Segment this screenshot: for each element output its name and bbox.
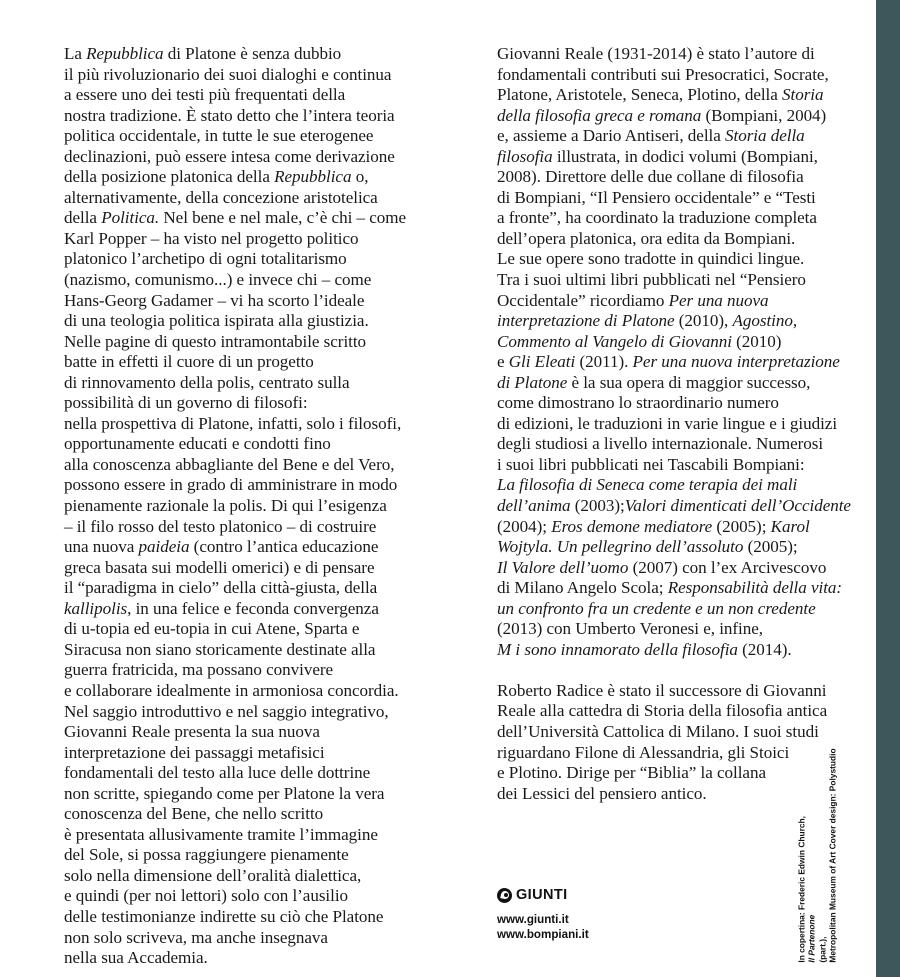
text-line: batte in effetti il cuore di un progetto <box>64 352 314 372</box>
text-line: nella prospettiva di Platone, infatti, solo i filosofi, <box>64 413 402 433</box>
text-line: di Platone è la sua opera di maggior successo, <box>497 372 811 392</box>
text-line: della posizione platonica della Repubblica o, <box>64 167 369 187</box>
text-line: di Milano Angelo Scola; Responsabilità della vita: <box>497 578 843 598</box>
text-line: interpretazione dei passaggi metafisici <box>64 742 325 762</box>
text-line: politica occidentale, in tutte le sue eterogenee <box>64 126 374 146</box>
text-line: i suoi libri pubblicati nei Tascabili Bompiani: <box>497 454 805 474</box>
text-line: di u-topia ed eu-topia in cui Atene, Sparta e <box>64 619 360 639</box>
text-line: guerra fratricida, ma possano convivere <box>64 660 334 680</box>
text-line: interpretazione di Platone (2010), Agostino, <box>497 311 798 331</box>
text-line: pienamente razionale la polis. Di qui l’esigenza <box>64 496 387 516</box>
publisher-name: GIUNTI <box>516 886 568 903</box>
text-line: In copertina: Frederic Edwin Church, Il Partenone (part.), <box>796 816 828 963</box>
text-line: Le sue opere sono tradotte in quindici lingue. <box>497 249 805 269</box>
publisher-url[interactable]: www.giunti.it <box>497 913 569 926</box>
text-line: e collaborare idealmente in armoniosa concordia. <box>64 680 399 700</box>
publisher-urls[interactable] <box>497 913 757 942</box>
text-line: Giovanni Reale (1931-2014) è stato l’autore di <box>497 44 815 63</box>
text-line: solo nella dimensione dell’oralità dialettica, <box>64 865 362 885</box>
text-line: La Repubblica di Platone è senza dubbio <box>64 44 342 63</box>
text-line: di Bompiani, “Il Pensiero occidentale” e “Testi <box>497 187 816 207</box>
author-bio-column-right <box>497 44 849 804</box>
text-line: di una teologia politica ispirata alla giustizia. <box>64 311 369 331</box>
text-line: Tra i suoi ultimi libri pubblicati nel “Pensiero <box>497 270 806 290</box>
text-line: e quindi (per noi lettori) solo con l’ausilio <box>64 886 349 906</box>
text-line: e, assieme a Dario Antiseri, della Storia della <box>497 126 805 146</box>
text-line: Occidentale” ricordiamo Per una nuova <box>497 290 769 310</box>
text-line: un confronto fra un credente e un non credente <box>497 598 816 618</box>
text-line: come dimostrano lo straordinario numero <box>497 393 779 413</box>
text-line: Wojtyla. Un pellegrino dell’assoluto (2005); <box>497 537 798 557</box>
cover-credit-vertical <box>796 713 838 963</box>
text-line: nella sua Accademia. <box>64 948 208 968</box>
text-line: conoscenza del Bene, che nello scritto <box>64 804 324 824</box>
text-line: greca basata sui modelli omerici) e di pensare <box>64 557 375 577</box>
text-line: Nelle pagine di questo intramontabile scritto <box>64 331 367 351</box>
text-line: di edizioni, le traduzioni in varie lingue e i giudizi <box>497 413 838 433</box>
text-line: Giovanni Reale presenta la sua nuova <box>64 722 320 742</box>
text-line: Commento al Vangelo di Giovanni (2010) <box>497 331 782 351</box>
text-line: degli studiosi a livello internazionale. Numerosi <box>497 434 824 454</box>
text-line: opportunamente educati e condotti fino <box>64 434 331 454</box>
text-line: fondamentali contributi sui Presocratici, Socrate, <box>497 64 829 84</box>
text-line: alla conoscenza abbagliante del Bene e del Vero, <box>64 454 395 474</box>
bio-paragraph-reale <box>497 44 849 660</box>
text-line: della Politica. Nel bene e nel male, c’è chi – come <box>64 208 407 228</box>
text-line: (nazismo, comunismo...) e invece chi – come <box>64 270 372 290</box>
text-line: non solo scriveva, ma anche insegnava <box>64 927 328 947</box>
text-line: e Gli Eleati (2011). Per una nuova interpretazione <box>497 352 840 372</box>
text-line: nostra tradizione. È stato detto che l’intera teoria <box>64 105 395 125</box>
text-line: platonico l’archetipo di ogni totalitarismo <box>64 249 347 269</box>
text-line: una nuova paideia (contro l’antica educazione <box>64 537 379 557</box>
text-line: Nel saggio introduttivo e nel saggio integrativo, <box>64 701 389 721</box>
text-line: dell’Università Cattolica di Milano. I suoi studi <box>497 722 819 741</box>
text-line: a essere uno dei testi più frequentati della <box>64 85 346 105</box>
text-line: possibilità di un governo di filosofi: <box>64 393 308 413</box>
text-line: il più rivoluzionario dei suoi dialoghi e continua <box>64 64 392 84</box>
text-line: (2004); Eros demone mediatore (2005); Karol <box>497 516 810 536</box>
text-line: il “paradigma in cielo” della città-giusta, della <box>64 578 378 598</box>
text-line: di rinnovamento della polis, centrato sulla <box>64 372 350 392</box>
text-line: Siracusa non siano storicamente destinate alla <box>64 639 376 659</box>
text-line: possono essere in grado di amministrare in modo <box>64 475 398 495</box>
spine-accent-band <box>876 0 900 977</box>
blurb-column-left <box>64 44 416 969</box>
publisher-url[interactable]: www.bompiani.it <box>497 927 589 941</box>
giunti-swirl-icon <box>497 888 512 903</box>
text-line: è presentata allusivamente tramite l’immagine <box>64 824 378 844</box>
text-line: (2013) con Umberto Veronesi e, infine, <box>497 619 763 639</box>
text-line: dei Lessici del pensiero antico. <box>497 783 707 803</box>
text-line: riguardano Filone di Alessandria, gli Stoici <box>497 742 790 762</box>
text-line: kallipolis, in una felice e feconda convergenza <box>64 598 379 618</box>
text-line: Hans-Georg Gadamer – vi ha scorto l’ideale <box>64 290 365 310</box>
text-line: dell’opera platonica, ora edita da Bompiani. <box>497 228 796 248</box>
text-line: Roberto Radice è stato il successore di Giovanni <box>497 680 827 700</box>
text-line: della filosofia greca e romana (Bompiani, 2004) <box>497 105 827 125</box>
text-line: del Sole, si possa raggiungere pienamente <box>64 845 349 865</box>
text-line: La filosofia di Seneca come terapia dei mali <box>497 475 798 495</box>
publisher-logo-row <box>497 886 757 904</box>
text-line: filosofia illustrata, in dodici volumi (Bompiani, <box>497 146 818 166</box>
text-line: M i sono innamorato della filosofia (2014). <box>497 639 792 659</box>
text-line: non scritte, spiegando come per Platone la vera <box>64 783 385 803</box>
blurb-paragraph <box>64 44 416 969</box>
text-line: 2008). Direttore delle due collane di filosofia <box>497 167 804 187</box>
text-line: Il Valore dell’uomo (2007) con l’ex Arcivescovo <box>497 557 827 577</box>
text-line: delle testimonianze indirette su ciò che Platone <box>64 906 384 926</box>
text-line: alternativamente, della concezione aristotelica <box>64 187 378 207</box>
publisher-block <box>497 886 757 942</box>
text-line: a fronte”, ha coordinato la traduzione completa <box>497 208 817 228</box>
text-line: Reale alla cattedra di Storia della filosofia antica <box>497 701 828 721</box>
text-line: fondamentali del testo alla luce delle dottrine <box>64 763 371 783</box>
text-line: Karl Popper – ha visto nel progetto politico <box>64 228 359 248</box>
text-line: e Plotino. Dirige per “Biblia” la collana <box>497 763 766 783</box>
text-line: dell’anima (2003);Valori dimenticati dell’Occidente <box>497 496 851 516</box>
text-line: Platone, Aristotele, Seneca, Plotino, della Storia <box>497 85 824 105</box>
text-line: declinazioni, può essere intesa come derivazione <box>64 146 395 166</box>
text-line: – il filo rosso del testo platonico – di costruire <box>64 516 377 536</box>
text-line: Metropolitan Museum of Art Cover design: Polystudio <box>827 748 838 963</box>
